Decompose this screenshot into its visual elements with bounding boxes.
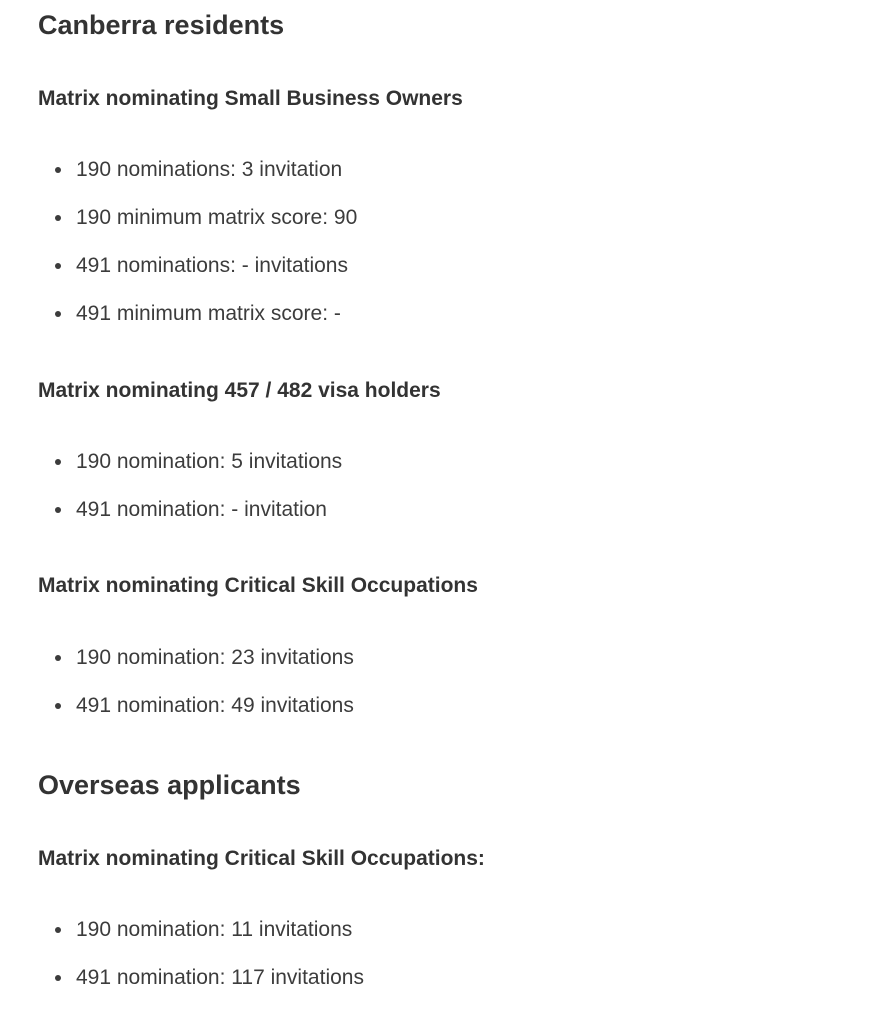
list-item-text: 491 nomination: 49 invitations <box>76 694 354 717</box>
section-heading-canberra-residents: Canberra residents <box>38 10 285 40</box>
list-item <box>38 204 838 252</box>
bullet-icon <box>55 507 61 513</box>
bullet-icon <box>55 215 61 221</box>
bullet-icon <box>55 655 61 661</box>
bullet-icon <box>55 459 61 465</box>
list-item-text: 491 nominations: - invitations <box>76 254 348 277</box>
list-item-text: 190 nomination: 5 invitations <box>76 450 343 473</box>
list-item <box>38 496 838 544</box>
list-overseas-critical-skill-occupations <box>38 916 838 1012</box>
bullet-icon <box>55 975 61 981</box>
list-item-text: 190 minimum matrix score: 90 <box>76 206 358 229</box>
bullet-icon <box>55 311 61 317</box>
bullet-icon <box>55 263 61 269</box>
list-item <box>38 964 838 1012</box>
section-heading-overseas-applicants: Overseas applicants <box>38 770 301 800</box>
list-small-business-owners <box>38 156 838 348</box>
list-item-text: 190 nomination: 11 invitations <box>76 918 353 941</box>
list-item-text: 491 minimum matrix score: - <box>76 302 341 325</box>
list-visa-holders <box>38 448 838 544</box>
list-item-text: 190 nomination: 23 invitations <box>76 646 354 669</box>
list-item <box>38 692 838 740</box>
list-item <box>38 252 838 300</box>
bullet-icon <box>55 167 61 173</box>
subheading-critical-skill-occupations: Matrix nominating Critical Skill Occupations <box>38 574 478 597</box>
bullet-icon <box>55 703 61 709</box>
list-item-text: 190 nominations: 3 invitation <box>76 158 343 181</box>
list-item <box>38 156 838 204</box>
list-item <box>38 300 838 348</box>
subheading-small-business-owners: Matrix nominating Small Business Owners <box>38 87 463 110</box>
list-item <box>38 916 838 964</box>
list-item <box>38 644 838 692</box>
list-item-text: 491 nomination: 117 invitations <box>76 966 364 989</box>
subheading-visa-holders: Matrix nominating 457 / 482 visa holders <box>38 379 441 402</box>
subheading-overseas-critical-skill-occupations: Matrix nominating Critical Skill Occupations: <box>38 847 485 870</box>
list-item <box>38 448 838 496</box>
list-critical-skill-occupations <box>38 644 838 740</box>
list-item-text: 491 nomination: - invitation <box>76 498 327 521</box>
bullet-icon <box>55 927 61 933</box>
